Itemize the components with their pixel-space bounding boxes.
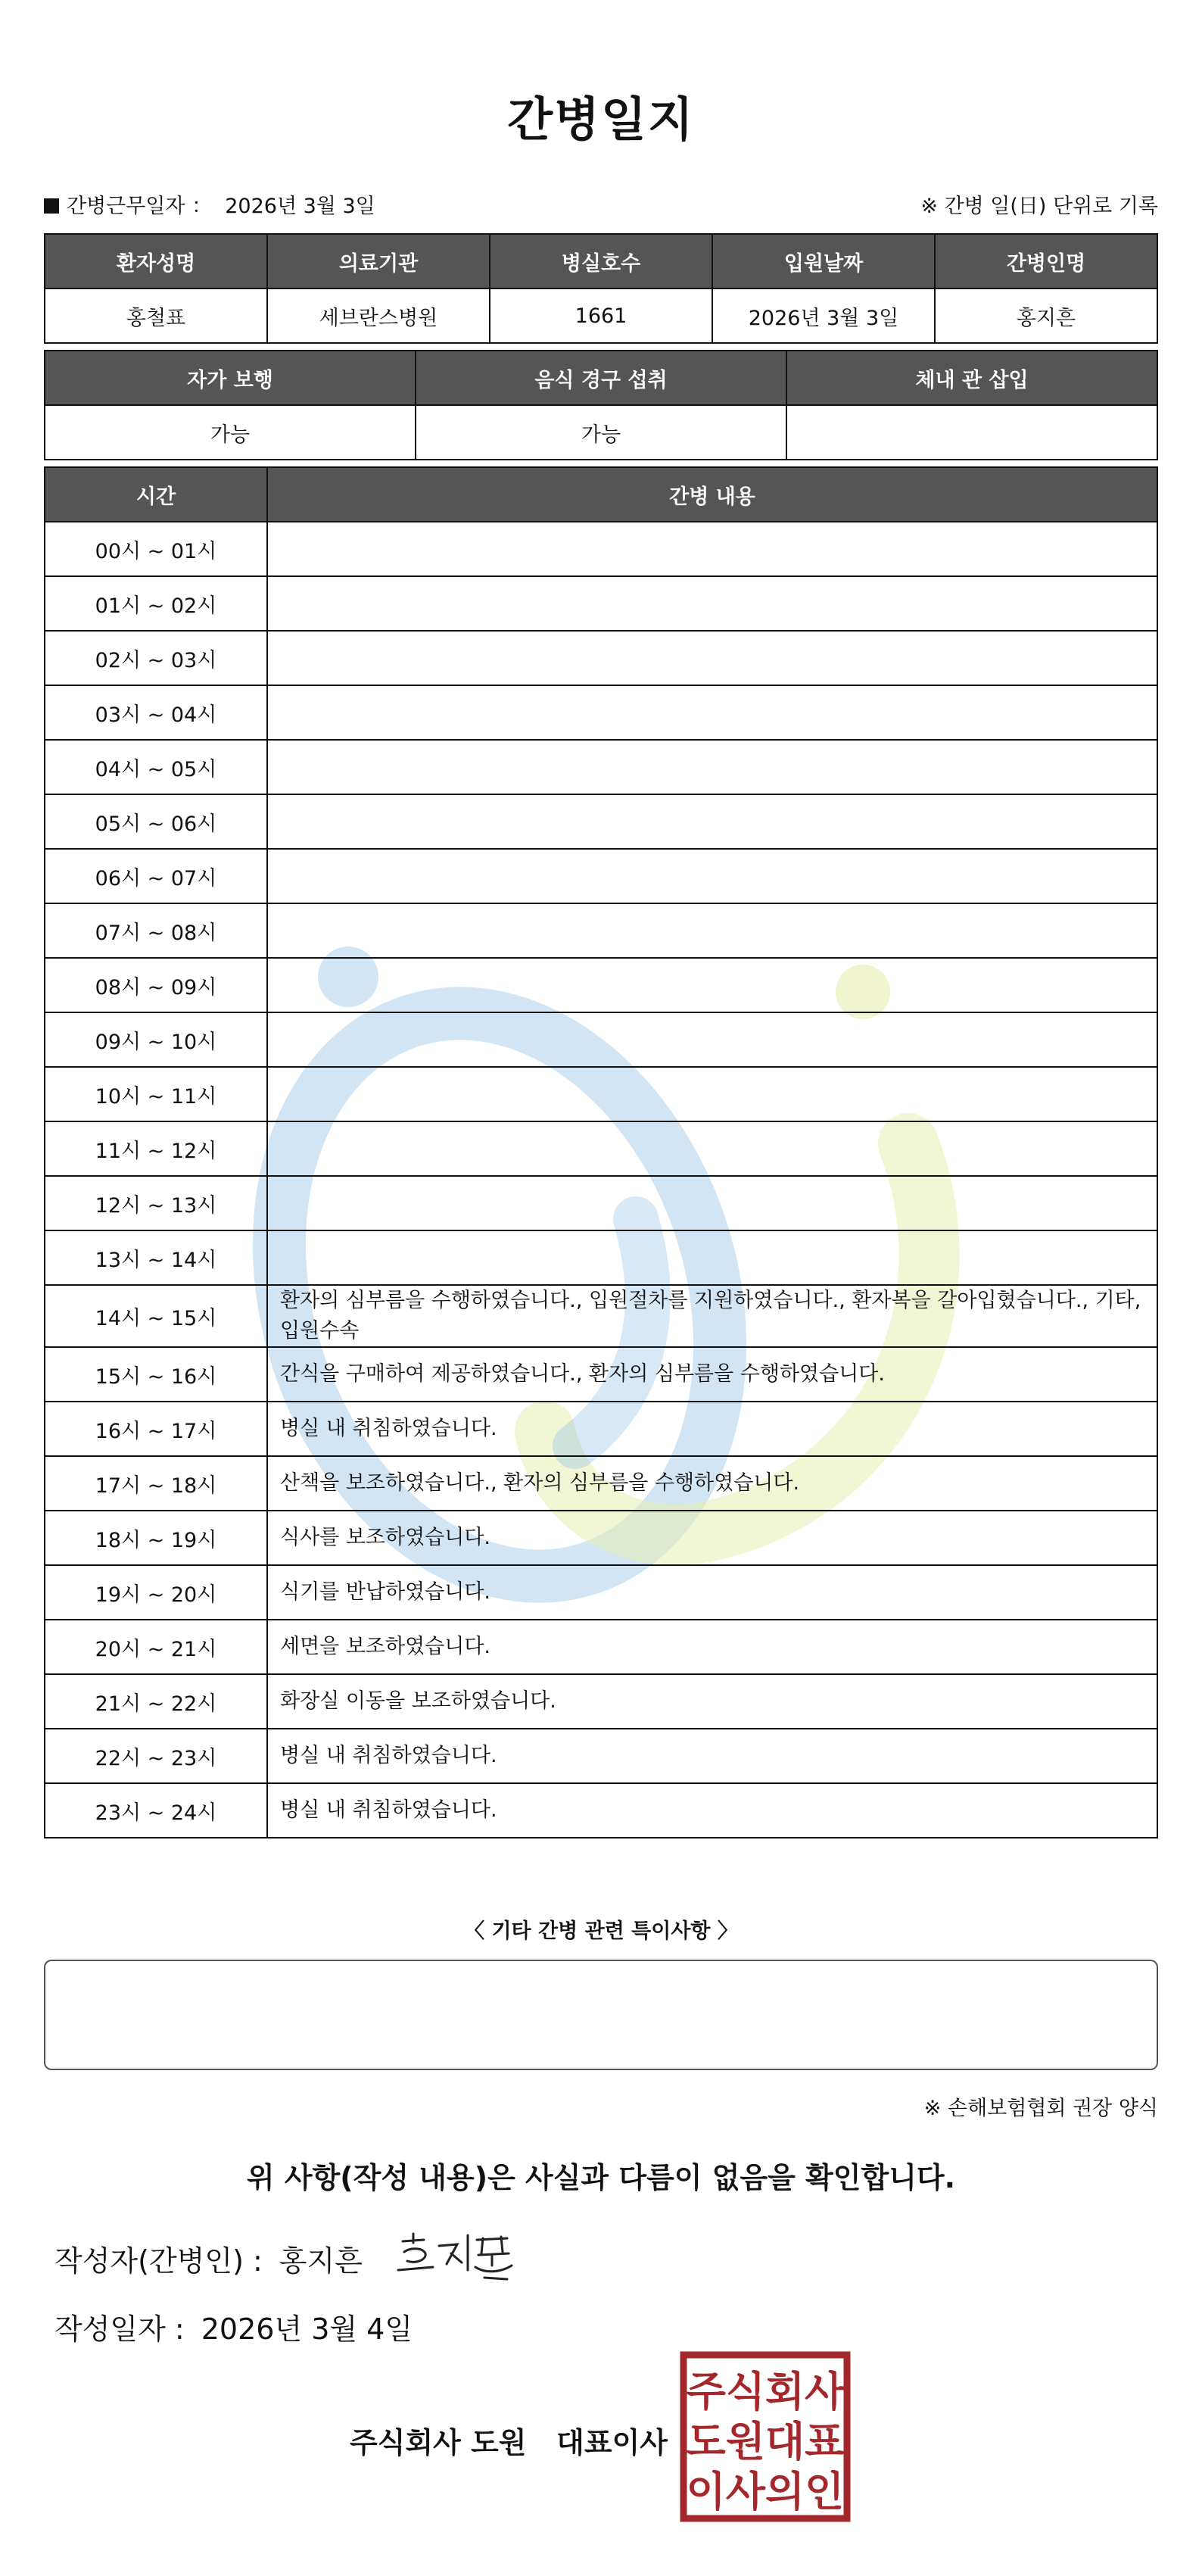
care-content-cell bbox=[267, 1067, 1157, 1121]
patient-ability-table bbox=[44, 350, 1158, 460]
table-row bbox=[45, 1121, 1157, 1176]
svg-text:주식회사: 주식회사 bbox=[686, 2368, 845, 2415]
care-content-cell bbox=[267, 1230, 1157, 1285]
care-content-cell: 식기를 반납하였습니다. bbox=[267, 1565, 1157, 1620]
time-cell: 12시 ~ 13시 bbox=[45, 1176, 267, 1230]
time-cell: 15시 ~ 16시 bbox=[45, 1347, 267, 1402]
care-content-cell bbox=[267, 576, 1157, 631]
care-content-cell bbox=[267, 685, 1157, 740]
svg-text:도원대표: 도원대표 bbox=[686, 2418, 845, 2465]
company-seal-stamp bbox=[680, 2351, 851, 2522]
oral-intake-value: 가능 bbox=[416, 405, 786, 460]
time-cell: 02시 ~ 03시 bbox=[45, 631, 267, 685]
work-date bbox=[44, 189, 375, 219]
care-content-cell: 세면을 보조하였습니다. bbox=[267, 1620, 1157, 1674]
header-hospital: 의료기관 bbox=[267, 234, 490, 288]
header-tube-insertion: 체내 관 삽입 bbox=[786, 351, 1157, 405]
care-content-cell bbox=[267, 1176, 1157, 1230]
table-row bbox=[45, 1012, 1157, 1067]
table-row bbox=[45, 958, 1157, 1012]
time-cell: 09시 ~ 10시 bbox=[45, 1012, 267, 1067]
work-date-label: 간병근무일자 ： bbox=[67, 195, 213, 218]
admission-date: 2026년 3월 3일 bbox=[712, 288, 935, 343]
table-row bbox=[45, 1620, 1157, 1674]
time-cell: 03시 ~ 04시 bbox=[45, 685, 267, 740]
time-cell: 13시 ~ 14시 bbox=[45, 1230, 267, 1285]
care-content-cell bbox=[267, 522, 1157, 576]
room-number: 1661 bbox=[490, 288, 712, 343]
table-row bbox=[45, 631, 1157, 685]
time-cell: 18시 ~ 19시 bbox=[45, 1511, 267, 1565]
time-cell: 23시 ~ 24시 bbox=[45, 1783, 267, 1838]
time-cell: 17시 ~ 18시 bbox=[45, 1456, 267, 1511]
written-date-label: 작성일자 : bbox=[54, 2312, 185, 2346]
header-patient-name: 환자성명 bbox=[45, 234, 267, 288]
care-content-cell bbox=[267, 849, 1157, 903]
care-content-cell bbox=[267, 631, 1157, 685]
table-row bbox=[45, 740, 1157, 794]
time-cell: 19시 ~ 20시 bbox=[45, 1565, 267, 1620]
table-row bbox=[45, 903, 1157, 958]
table-row bbox=[45, 1402, 1157, 1456]
work-date-value: 2026년 3월 3일 bbox=[225, 195, 375, 218]
time-cell: 16시 ~ 17시 bbox=[45, 1402, 267, 1456]
tube-insertion-value bbox=[786, 405, 1157, 460]
table-row bbox=[45, 1783, 1157, 1838]
hospital-name: 세브란스병원 bbox=[267, 288, 490, 343]
table-row bbox=[45, 1067, 1157, 1121]
table-row bbox=[45, 685, 1157, 740]
time-cell: 22시 ~ 23시 bbox=[45, 1729, 267, 1783]
time-cell: 10시 ~ 11시 bbox=[45, 1067, 267, 1121]
table-row bbox=[45, 522, 1157, 576]
time-cell: 14시 ~ 15시 bbox=[45, 1285, 267, 1347]
care-content-cell bbox=[267, 1121, 1157, 1176]
time-cell: 00시 ~ 01시 bbox=[45, 522, 267, 576]
written-date-value: 2026년 3월 4일 bbox=[201, 2312, 413, 2346]
time-cell: 21시 ~ 22시 bbox=[45, 1674, 267, 1729]
care-content-cell bbox=[267, 903, 1157, 958]
care-content-cell: 환자의 심부름을 수행하였습니다., 입원절차를 지원하였습니다., 환자복을 갈아입혔습니다., 기타, 입원수속 bbox=[267, 1285, 1157, 1347]
table-row bbox=[45, 1230, 1157, 1285]
header-oral-intake: 음식 경구 섭취 bbox=[416, 351, 786, 405]
table-row bbox=[45, 576, 1157, 631]
record-note: ※ 간병 일(日) 단위로 기록 bbox=[920, 195, 1158, 218]
care-content-cell: 병실 내 취침하였습니다. bbox=[267, 1783, 1157, 1838]
caregiver-name: 홍지흔 bbox=[935, 288, 1157, 343]
table-row bbox=[45, 1674, 1157, 1729]
handwritten-signature bbox=[394, 2226, 515, 2287]
table-row bbox=[45, 1511, 1157, 1565]
walking-value: 가능 bbox=[45, 405, 416, 460]
writer-line bbox=[54, 2238, 363, 2279]
care-content-cell: 병실 내 취침하였습니다. bbox=[267, 1729, 1157, 1783]
time-cell: 01시 ~ 02시 bbox=[45, 576, 267, 631]
table-row bbox=[45, 849, 1157, 903]
time-cell: 20시 ~ 21시 bbox=[45, 1620, 267, 1674]
written-date-line bbox=[54, 2306, 413, 2347]
notes-box bbox=[44, 1960, 1158, 2070]
table-row bbox=[45, 1176, 1157, 1230]
table-row bbox=[45, 1729, 1157, 1783]
header-walking: 자가 보행 bbox=[45, 351, 416, 405]
header-room: 병실호수 bbox=[490, 234, 712, 288]
care-content-cell: 간식을 구매하여 제공하였습니다., 환자의 심부름을 수행하였습니다. bbox=[267, 1347, 1157, 1402]
svg-text:이사의인: 이사의인 bbox=[686, 2468, 845, 2515]
table-row bbox=[45, 794, 1157, 849]
patient-name: 홍철표 bbox=[45, 288, 267, 343]
notes-heading: 〈 기타 간병 관련 특이사항 〉 bbox=[464, 1920, 738, 1943]
company-name: 주식회사 도원 대표이사 bbox=[350, 2426, 668, 2459]
header-time: 시간 bbox=[45, 467, 267, 522]
form-recommendation-note: ※ 손해보험협회 권장 양식 bbox=[923, 2097, 1158, 2120]
care-content-cell: 식사를 보조하였습니다. bbox=[267, 1511, 1157, 1565]
document-title: 간병일지 bbox=[507, 92, 695, 147]
square-bullet-icon bbox=[44, 198, 59, 214]
confirmation-statement: 위 사항(작성 내용)은 사실과 다름이 없음을 확인합니다. bbox=[246, 2161, 956, 2194]
header-care-content: 간병 내용 bbox=[267, 467, 1157, 522]
care-log-table bbox=[44, 466, 1158, 1838]
time-cell: 04시 ~ 05시 bbox=[45, 740, 267, 794]
care-content-cell: 산책을 보조하였습니다., 환자의 심부름을 수행하였습니다. bbox=[267, 1456, 1157, 1511]
table-row bbox=[45, 1347, 1157, 1402]
care-content-cell: 병실 내 취침하였습니다. bbox=[267, 1402, 1157, 1456]
header-admission-date: 입원날짜 bbox=[712, 234, 935, 288]
patient-info-table bbox=[44, 233, 1158, 344]
care-content-cell bbox=[267, 958, 1157, 1012]
writer-name: 홍지흔 bbox=[279, 2244, 363, 2278]
time-cell: 08시 ~ 09시 bbox=[45, 958, 267, 1012]
care-content-cell bbox=[267, 740, 1157, 794]
care-content-cell bbox=[267, 794, 1157, 849]
table-row bbox=[45, 1285, 1157, 1347]
care-log-body bbox=[45, 522, 1157, 1838]
writer-label: 작성자(간병인) : bbox=[54, 2244, 263, 2278]
table-row bbox=[45, 1565, 1157, 1620]
time-cell: 05시 ~ 06시 bbox=[45, 794, 267, 849]
time-cell: 07시 ~ 08시 bbox=[45, 903, 267, 958]
care-content-cell bbox=[267, 1012, 1157, 1067]
table-row bbox=[45, 1456, 1157, 1511]
time-cell: 11시 ~ 12시 bbox=[45, 1121, 267, 1176]
care-content-cell: 화장실 이동을 보조하였습니다. bbox=[267, 1674, 1157, 1729]
header-caregiver: 간병인명 bbox=[935, 234, 1157, 288]
time-cell: 06시 ~ 07시 bbox=[45, 849, 267, 903]
